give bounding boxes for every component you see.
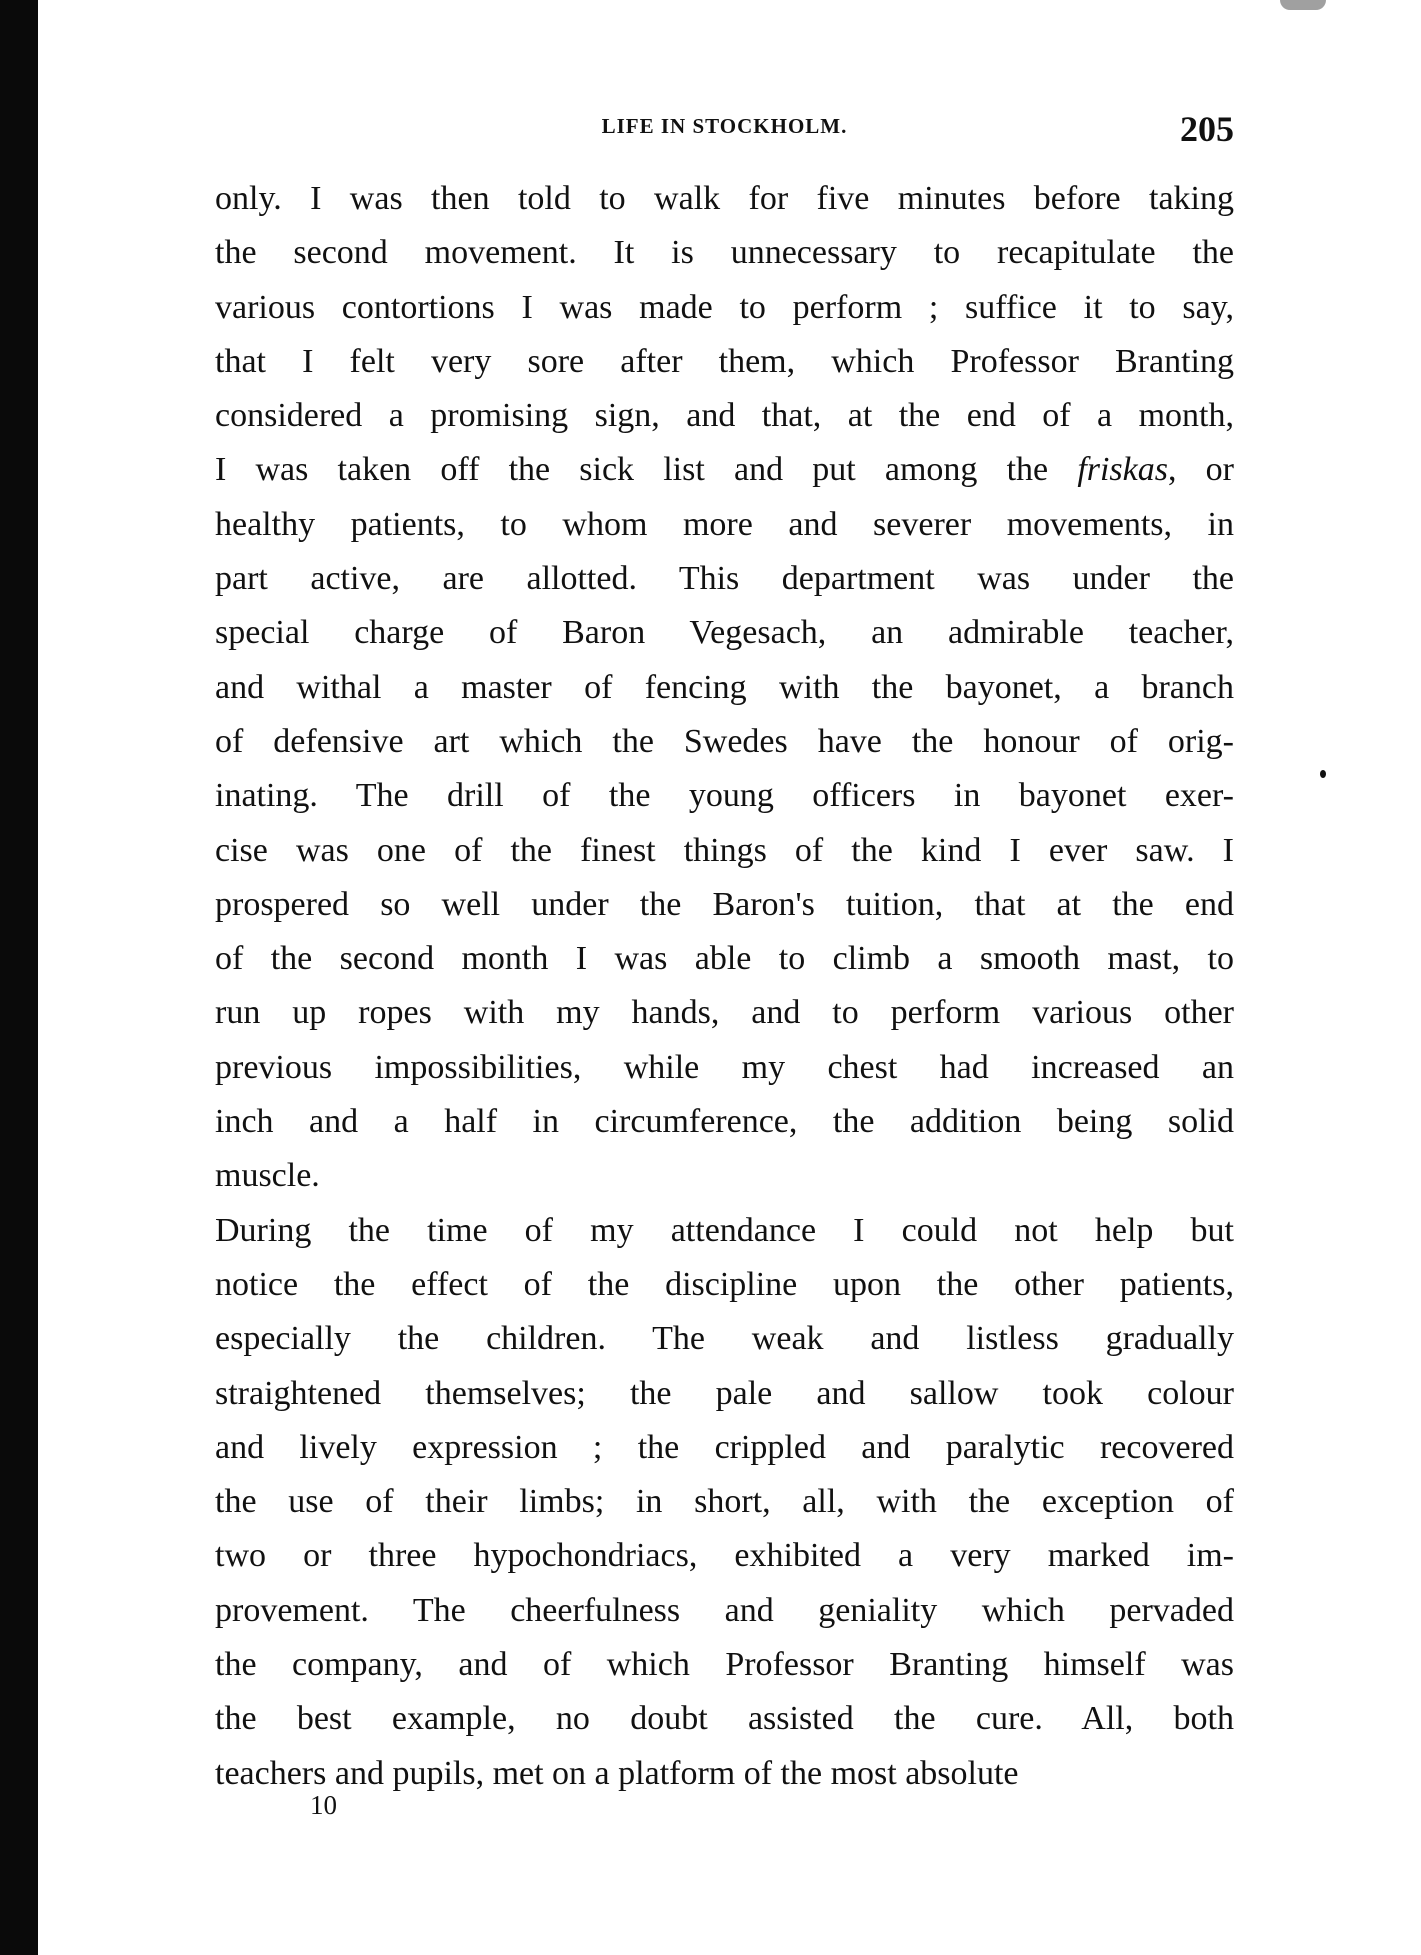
running-title: LIFE IN STOCKHOLM. (601, 114, 848, 138)
text-line: provement. The cheerfulness and geniality which pervaded (215, 1591, 1234, 1629)
running-head (215, 108, 1234, 148)
scan-smudge (1280, 0, 1326, 10)
text-line: inating. The drill of the young officers in bayonet exer- (215, 777, 1234, 815)
book-spine-shadow (0, 0, 38, 1955)
text-line: considered a promising sign, and that, at the end of a month, (215, 397, 1234, 435)
text-line: inch and a half in circumference, the addition being solid (215, 1103, 1234, 1141)
page-number: 205 (1180, 109, 1234, 149)
text-line: of the second month I was able to climb a smooth mast, to (215, 940, 1234, 978)
text-line: healthy patients, to whom more and severer movements, in (215, 505, 1234, 543)
text-line: the second movement. It is unnecessary to recapitulate the (215, 234, 1234, 272)
italic-term: friskas (1077, 451, 1168, 489)
text-line: that I felt very sore after them, which Professor Branting (215, 342, 1234, 380)
signature-mark: 10 (310, 1790, 337, 1820)
text-line: prospered so well under the Baron's tuition, that at the end (215, 885, 1234, 923)
text-line: During the time of my attendance I could not help but (215, 1211, 1234, 1249)
body-text (215, 172, 1234, 1801)
text-line: and withal a master of fencing with the bayonet, a branch (215, 668, 1234, 706)
text-line: the use of their limbs; in short, all, with the exception of (215, 1483, 1234, 1521)
text-line: especially the children. The weak and listless gradually (215, 1320, 1234, 1358)
text-line: special charge of Baron Vegesach, an admirable teacher, (215, 614, 1234, 652)
text-line: teachers and pupils, met on a platform of the most absolute (215, 1754, 1019, 1792)
text-line: the best example, no doubt assisted the cure. All, both (215, 1700, 1234, 1738)
text-line: cise was one of the finest things of the kind I ever saw. I (215, 831, 1234, 869)
text-line: the company, and of which Professor Branting himself was (215, 1646, 1234, 1684)
text-segment: , or (1168, 451, 1235, 489)
text-line: run up ropes with my hands, and to perform various other (215, 994, 1234, 1032)
text-line: previous impossibilities, while my chest had increased an (215, 1048, 1234, 1086)
text-line: notice the effect of the discipline upon the other patients, (215, 1265, 1234, 1303)
text-line: and lively expression ; the crippled and paralytic recovered (215, 1428, 1234, 1466)
text-line: muscle. (215, 1157, 320, 1195)
ink-spot (1320, 770, 1326, 778)
text-segment: I was taken off the sick list and put among the (215, 451, 1078, 489)
text-line: straightened themselves; the pale and sallow took colour (215, 1374, 1234, 1412)
text-line: only. I was then told to walk for five minutes before taking (215, 180, 1234, 217)
text-line (215, 443, 1234, 497)
text-line: of defensive art which the Swedes have the honour of orig- (215, 722, 1234, 760)
text-line: part active, are allotted. This department was under the (215, 560, 1234, 598)
text-line: two or three hypochondriacs, exhibited a very marked im- (215, 1537, 1234, 1575)
text-line: various contortions I was made to perform ; suffice it to say, (215, 288, 1234, 326)
